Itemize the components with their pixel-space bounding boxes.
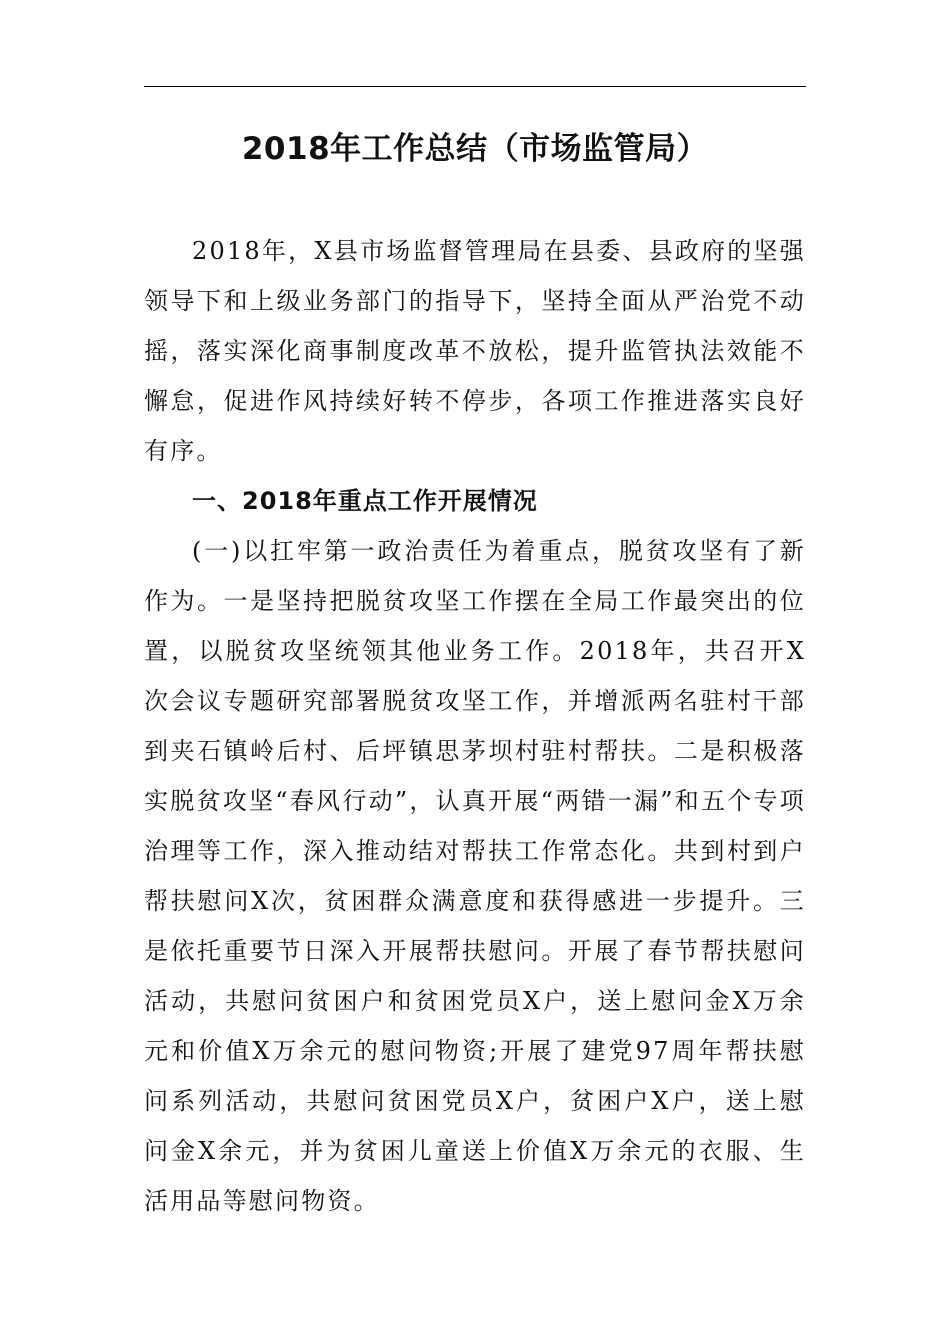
section-heading: 一、2018年重点工作开展情况 [192,487,538,515]
subsection-paragraph: (一)以扛牢第一政治责任为着重点，脱贫攻坚有了新作为。一是坚持把脱贫攻坚工作摆在全局工作最突出的位置，以脱贫攻坚统领其他业务工作。2018年，共召开X次会议专题研究部署脱贫攻坚工作，并增派两名驻村干部到夹石镇岭后村、后坪镇思茅坝村驻村帮扶。二是积极落实脱贫攻坚“春风行动”，认真开展“两错一漏”和五个专项治理等工作，深入推动结对帮扶工作常态化。共到村到户帮扶慰问X次，贫困群众满意度和获得感进一步提升。三是依托重要节日深入开展帮扶慰问。开展了春节帮扶慰问活动，共慰问贫困户和贫困党员X户，送上慰问金X万余元和价值X万余元的慰问物资;开展了建党97周年帮扶慰问系列活动，共慰问贫困党员X户，贫困户X户，送上慰问金X余元，并为贫困儿童送上价值X万余元的衣服、生活用品等慰问物资。 [144,537,806,1215]
document-title: 2018年工作总结（市场监管局） [241,131,709,167]
header-rule [144,86,806,87]
intro-paragraph: 2018年，X县市场监督管理局在县委、县政府的坚强领导下和上级业务部门的指导下，坚持全面从严治党不动摇，落实深化商事制度改革不放松，提升监管执法效能不懈怠，促进作风持续好转不停步，各项工作推进落实良好有序。 [144,237,806,465]
document-body [144,226,806,1226]
